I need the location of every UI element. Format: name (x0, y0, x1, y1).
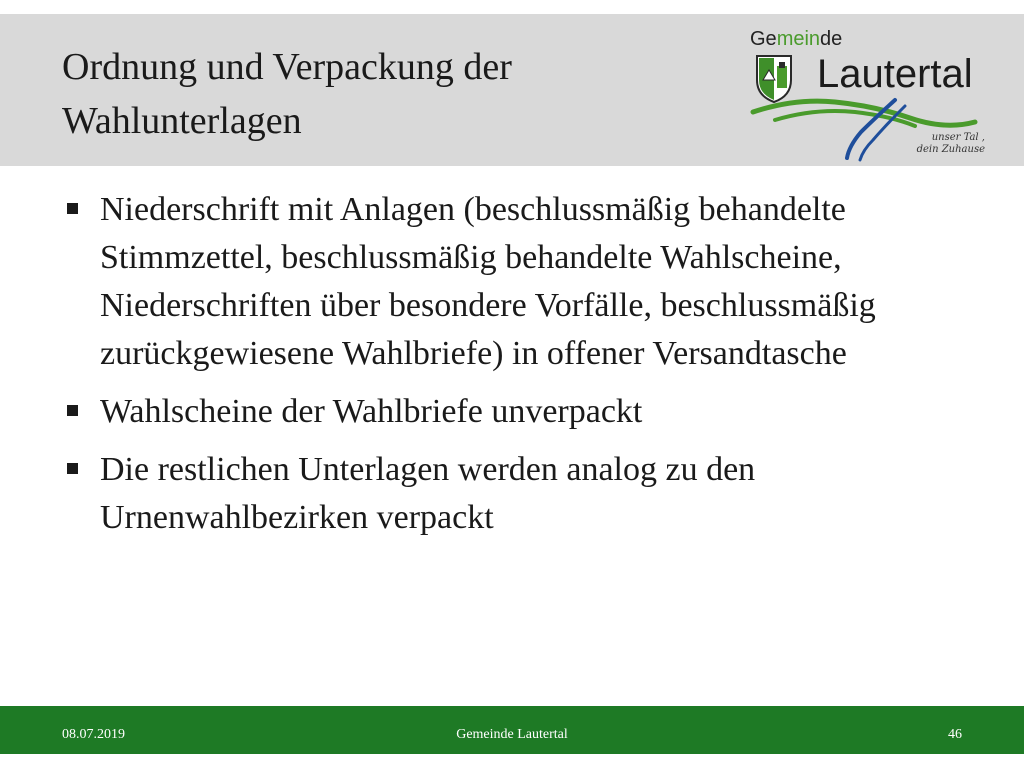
logo-slogan-line: dein Zuhause (916, 144, 985, 155)
square-bullet-icon (67, 405, 78, 416)
bullet-item (62, 446, 972, 542)
coat-of-arms-icon (757, 56, 791, 102)
lautertal-logo (745, 22, 985, 162)
footer-date: 08.07.2019 (62, 727, 125, 742)
square-bullet-icon (67, 463, 78, 474)
logo-prefix (750, 28, 842, 51)
footer-bar (0, 706, 1024, 754)
logo-slogan-line: unser Tal , (931, 132, 985, 143)
logo-prefix-part: de (820, 28, 843, 50)
logo-name: Lautertal (817, 52, 973, 96)
slide-content (62, 186, 972, 552)
bullet-list (62, 186, 972, 542)
logo-prefix-highlight: mein (776, 28, 821, 50)
square-bullet-icon (67, 203, 78, 214)
slide-title: Ordnung und Verpackung der Wahlunterlagen (62, 46, 512, 142)
bullet-text: Niederschrift mit Anlagen (beschlussmäßig behandelte Stimmzettel, beschlussmäßig behandelte Wahlscheine, Niederschriften über besondere Vorfälle, beschlussmäßig zurückgewiesene Wahlbriefe) in offener Versandtasche (100, 191, 876, 372)
bullet-text: Die restlichen Unterlagen werden analog zu den Urnenwahlbezirken verpackt (100, 451, 756, 536)
footer-organization: Gemeinde Lautertal (456, 727, 568, 742)
bullet-item (62, 186, 972, 378)
logo-prefix-part: Ge (750, 28, 777, 50)
bullet-text: Wahlscheine der Wahlbriefe unverpackt (100, 393, 643, 430)
bullet-item (62, 388, 972, 436)
logo-slogan (905, 132, 985, 156)
footer-page-number: 46 (948, 727, 962, 742)
